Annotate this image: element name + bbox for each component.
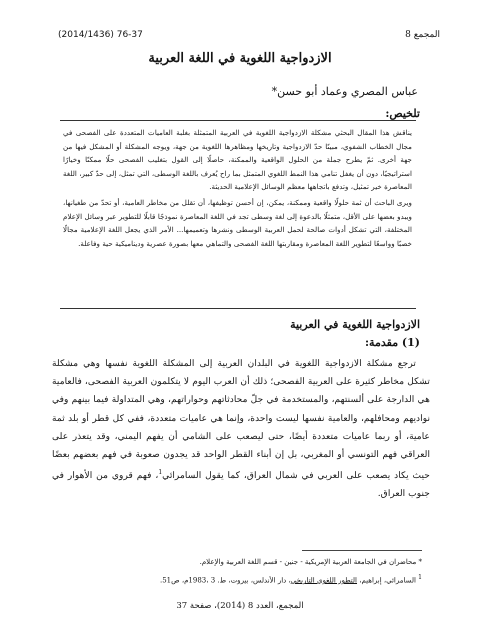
footnote-marker: 1 xyxy=(418,574,422,581)
abstract-paragraph: ويرى الباحث أن ثمة حلولًا واقعية وممكنة، يمكن، إن أحسن توظيفها، أن تقلل من مخاطر العامية، أو تحدّ من طغيانها، ويبدو بعضها على الأقل، متمثلًا بالدعوة إلى لغة وسطى تجد في اللغة المعاصرة نموذجًا قابلًا للتطوير عبر وسائل الإعلام المختلفة، التي تشكل أدوات صالحة لحمل العربية الوسطى ونشرها وتعميمها... الأمر الذي يجعل اللغة الإعلامية مجالًا خصبًا وواسعًا لتطوير اللغة المعاصرة ومقاربتها اللغة الفصحى والتماهي معها بصورة عصرية وديناميكية حية وفاعلة. xyxy=(63,197,412,248)
abstract-bottom-rule xyxy=(60,308,416,309)
abstract xyxy=(63,126,412,252)
running-header xyxy=(58,30,440,40)
footnote-book-title: التطور اللغوي التاريخي xyxy=(290,576,358,585)
body-paragraph-tail: ، فهم قروي من الأهوار في جنوب العراق. xyxy=(52,470,430,500)
body-text xyxy=(52,355,430,504)
footnote-reference[interactable]: 1 xyxy=(158,469,163,477)
page-footer: المجمع، العدد 8 (2014)، صفحة 37 xyxy=(176,601,304,611)
footnote-author-affiliation: * محاضران في الجامعة العربية الإمريكية - جنين - قسم اللغة العربية والإعلام. xyxy=(199,558,422,566)
footnote-rule xyxy=(302,550,422,551)
abstract-top-rule xyxy=(60,120,416,121)
abstract-heading: تلخيص: xyxy=(385,107,420,120)
journal-name: المجمع 8 xyxy=(405,30,440,40)
footnotes xyxy=(60,555,422,588)
footnote-publication: ، دار الأندلس، بيروت، ط. 3 ،1983م، ص51. xyxy=(159,576,291,585)
body-paragraph xyxy=(52,355,430,504)
abstract-paragraph: يناقش هذا المقال البحثي مشكلة الازدواجية اللغوية في العربية المتمثلة بغلبة العاميات المتعددة على الفصحى في مجال الخطاب الشفوي، مبينًا حدّ الازدواجية وتاريخها ومظاهرها اللغوية من جهة، ويوجه المشكلة أو المشكل فيها من جهة أخرى. ثمّ يطرح جملة من الحلول الواقعية والممكنة، حاصلًا إلى القول بتغليب الفصحى حلًا ممكنًا وخيارًا استراتيجيًا، دون أن يغفل تنامي هذا النمط اللغوي المتمثل بما راح يُعرف باللغة الوسطى، التي تمثل، إلى حدّ كبير، اللغة المعاصرة خير تمثيل، وتدفع باتجاهها معظم الوسائل الإعلامية الحديثة. xyxy=(63,128,412,192)
section-heading: الازدواجية اللغوية في العربية xyxy=(290,318,420,331)
body-paragraph-text: ترجع مشكلة الازدواجية اللغوية في البلدان العربية إلى المشكلة اللغوية نفسها وهي مشكلة تشكل مخاطر كثيرة على العربية الفصحى؛ ذلك أن العرب اليوم لا يتكلمون العربية الفصحى، فالعامية هي الدارجة على ألسنتهم، والمستخدمة في جلّ محادثاتهم وحواراتهم، وهي المتداولة فيما بينهم وفي نواديهم ومحافلهم، والعامية نفسها ليست واحدة، وإنما هي عاميات متعددة، ففي كل قطر أو بلد ثمة عامية، أو ربما عاميات متعددة أيضًا، حتى ليصعب على الشامي أن يفهم اليمني، وقد يتعذر على العراقي فهم التونسي أو المغربي، بل إن أبناء القطر الواحد قد يجدون صعوبة في فهم بعضهم بعضًا حيث يكاد يصعب على العربي في شمال العراق، كما يقول السامرائي xyxy=(52,358,430,482)
journal-reference: (2014/1436) 76-37 xyxy=(58,30,143,40)
article-title: الازدواجية اللغوية في اللغة العربية xyxy=(148,51,332,66)
subsection-heading: (1) مقدمة: xyxy=(365,336,420,349)
footnote-author: السامرائي، إبراهيم، xyxy=(357,576,419,585)
authors: عباس المصري وعماد أبو حسن* xyxy=(271,85,418,98)
footnote-1 xyxy=(60,570,422,588)
